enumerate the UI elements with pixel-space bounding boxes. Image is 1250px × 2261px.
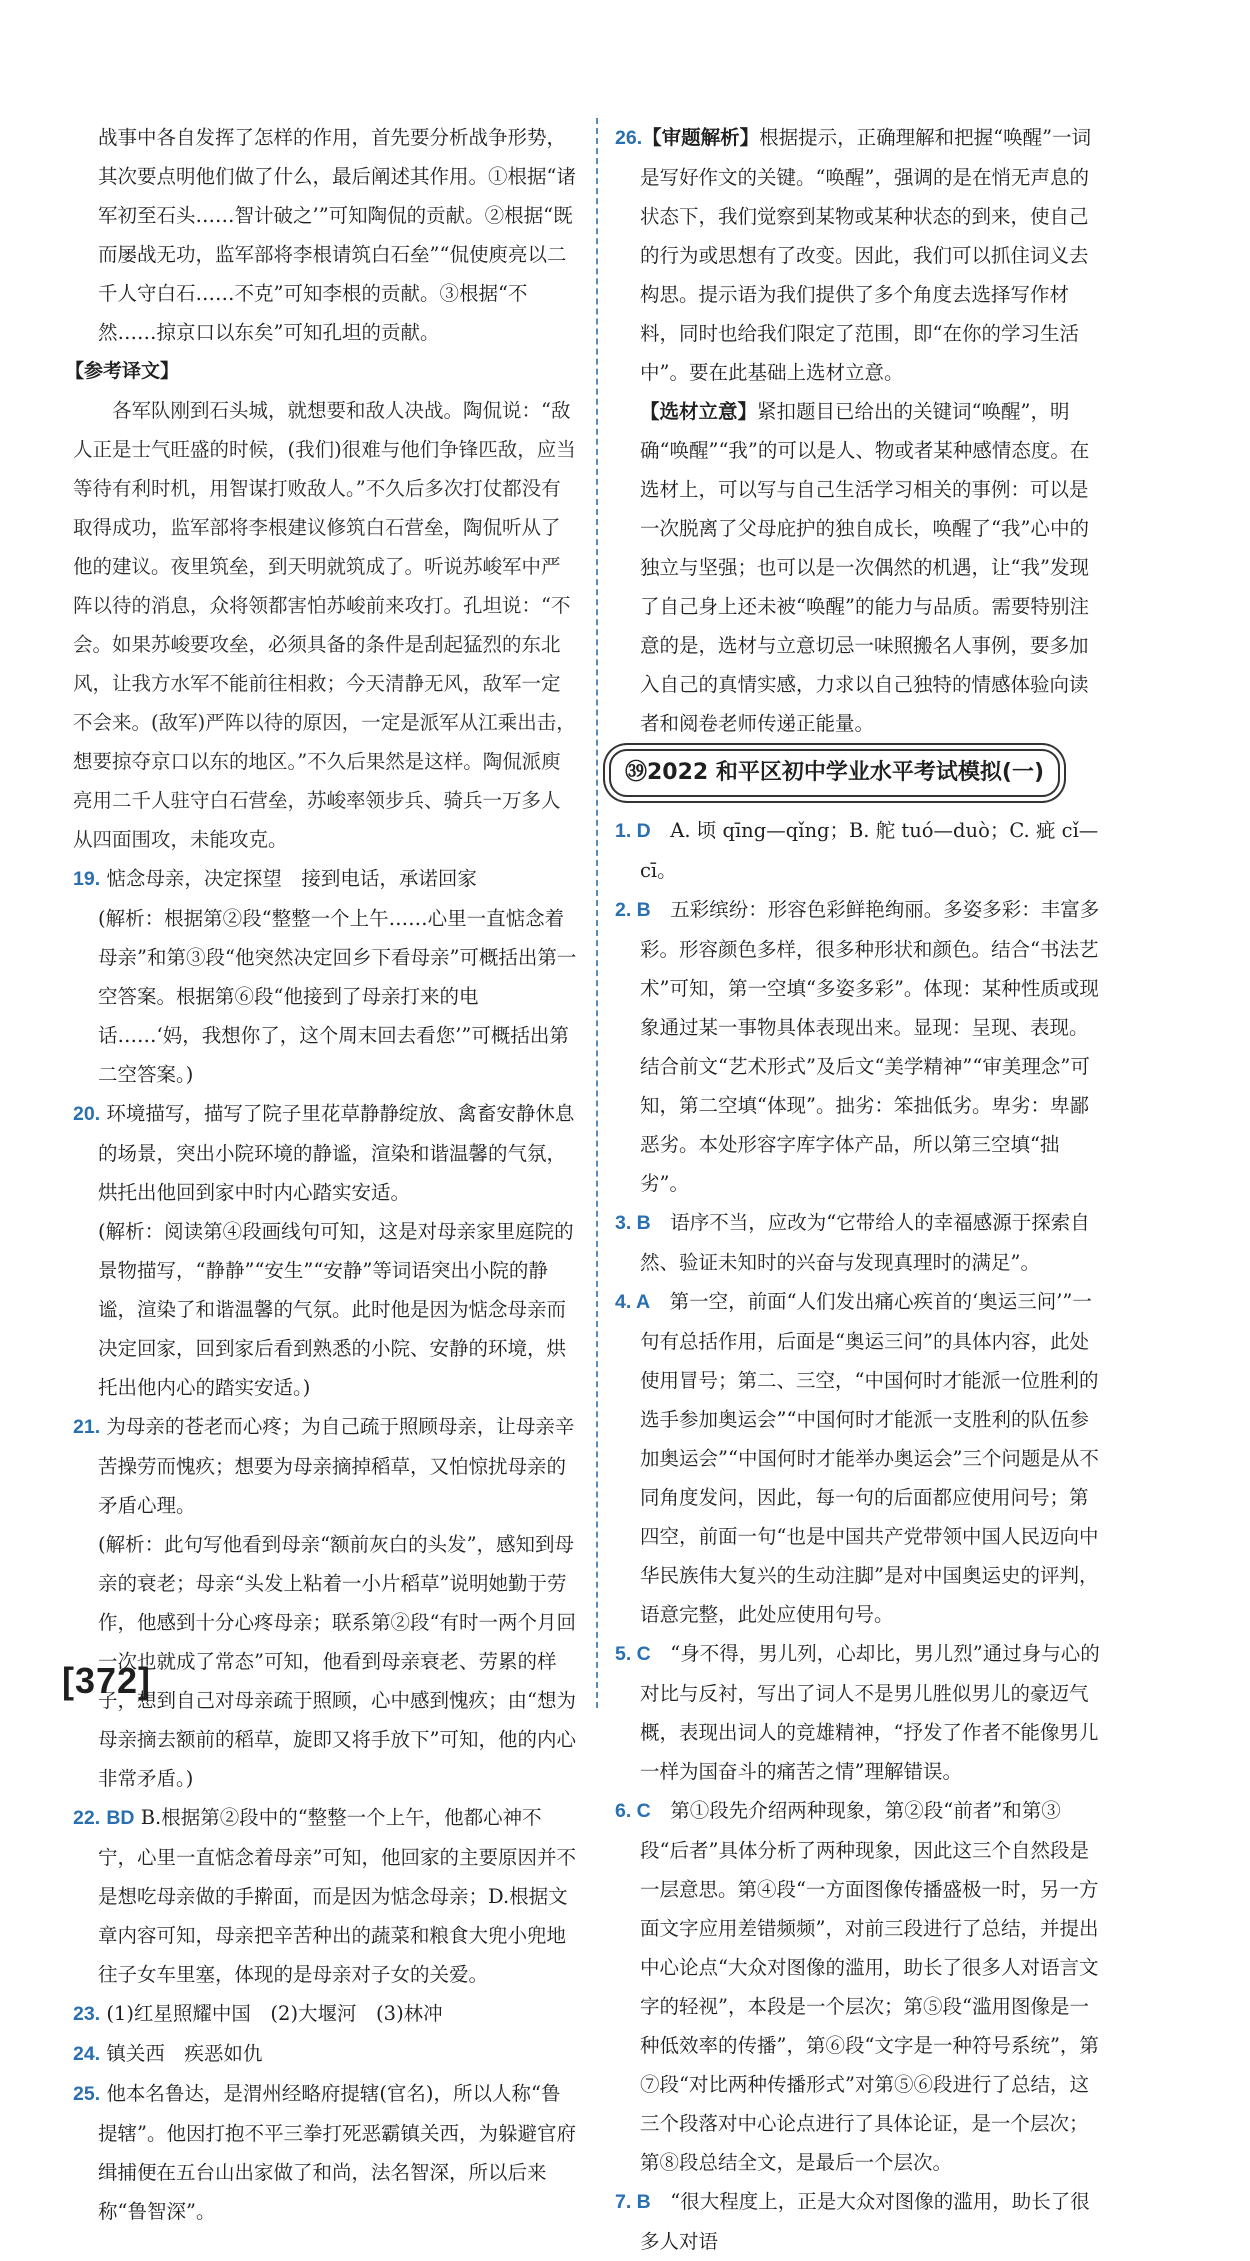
q26-topic-text: 紧扣题目已给出的关键词“唤醒”，明确“唤醒”“我”的可以是人、物或者某种感情态度。在选材上，可以写与自己生活学习相关的事例：可以是一次脱离了父母庇护的独自成长，唤醒了“我”心中的独立与坚强；也可以是一次偶然的机遇，让“我”发现了自己身上还未被“唤醒”的能力与品质。需要特别注意的是，选材与立意切忌一味照搬名人事例，要多加入自己的真情实感，力求以自己独特的情感体验向读者和阅卷老师传递正能量。 xyxy=(640,400,1090,735)
answer-5 xyxy=(615,1634,1105,1791)
a2-number: 2. B xyxy=(615,899,651,921)
answer-23 xyxy=(73,1994,578,2034)
q23-number: 23. xyxy=(73,2003,101,2025)
a7-number: 7. B xyxy=(615,2191,651,2213)
answer-19 xyxy=(73,859,578,899)
q26-tag-analysis: 【审题解析】 xyxy=(642,126,760,149)
a5-text: “身不得，男儿列，心却比，男儿烈”通过身与心的对比与反衬，写出了词人不是男儿胜似男儿的豪迈气概，表现出词人的竞雄精神，“抒发了作者不能像男儿一样为国奋斗的痛苦之情”理解错误。 xyxy=(640,1642,1100,1783)
translation-text: 各军队刚到石头城，就想要和敌人决战。陶侃说：“敌人正是士气旺盛的时候，(我们)很难与他们争锋匹敌，应当等待有利时机，用智谋打败敌人。”不久后多次打仗都没有取得成功，监军部将李根建议修筑白石营垒，陶侃听从了他的建议。夜里筑垒，到天明就筑成了。听说苏峻军中严阵以待的消息，众将领都害怕苏峻前来攻打。孔坦说：“不会。如果苏峻要攻垒，必须具备的条件是刮起猛烈的东北风，让我方水军不能前往相救；今天清静无风，敌军一定不会来。(敌军)严阵以待的原因，一定是派军从江乘出击，想要掠夺京口以东的地区。”不久后果然是这样。陶侃派庾亮用二千人驻守白石营垒，苏峻率领步兵、骑兵一万多人从四面围攻，未能攻克。 xyxy=(73,399,576,851)
answer-2 xyxy=(615,890,1105,1203)
a4-number: 4. A xyxy=(615,1291,651,1313)
q26-analysis: 根据提示，正确理解和把握“唤醒”一词是写好作文的关键。“唤醒”，强调的是在悄无声息的状态下，我们觉察到某物或某种状态的到来，使自己的行为或思想有了改变。因此，我们可以抓住词义去构思。提示语为我们提供了多个角度去选择写作材料，同时也给我们限定了范围，即“在你的学习生活中”。要在此基础上选材立意。 xyxy=(640,126,1092,384)
a2-text: 五彩缤纷：形容色彩鲜艳绚丽。多姿多彩：丰富多彩。形容颜色多样，很多种形状和颜色。结合“书法艺术”可知，第一空填“多姿多彩”。体现：某种性质或现象通过某一事物具体表现出来。显现：呈现、表现。结合前文“艺术形式”及后文“美学精神”“审美理念”可知，第二空填“体现”。拙劣：笨拙低劣。卑劣：卑鄙恶劣。本处形容字库字体产品，所以第三空填“拙劣”。 xyxy=(640,898,1100,1195)
q26-number: 26. xyxy=(615,127,643,149)
q22-number: 22. xyxy=(73,1807,101,1829)
q21-number: 21. xyxy=(73,1416,101,1438)
a3-number: 3. B xyxy=(615,1212,651,1234)
a1-text: A. 顷 qīng—qǐng；B. 舵 tuó—duò；C. 疵 cǐ—cī。 xyxy=(640,819,1099,882)
a5-number: 5. C xyxy=(615,1643,651,1665)
answer-20 xyxy=(73,1094,578,1212)
q20-explanation: (解析：阅读第④段画线句可知，这是对母亲家里庭院的景物描写，“静静”“安生”“安静”等词语突出小院的静谧，渲染了和谐温馨的气氛。此时他是因为惦念母亲而决定回家，回到家后看到熟悉的小院、安静的环境，烘托出他内心的踏实安适。) xyxy=(98,1220,574,1399)
q20-answer: 环境描写，描写了院子里花草静静绽放、禽畜安静休息的场景，突出小院环境的静谧，渲染和谐温馨的气氛，烘托出他回到家中时内心踏实安适。 xyxy=(98,1102,575,1204)
answer-6 xyxy=(615,1791,1105,2182)
translation-heading: 【参考译文】 xyxy=(65,360,180,382)
q19-explanation: (解析：根据第②段“整整一个上午……心里一直惦念着母亲”和第③段“他突然决定回乡下看母亲”可概括出第一空答案。根据第⑥段“他接到了母亲打来的电话……‘妈，我想你了，这个周末回去看您’”可概括出第二空答案。) xyxy=(98,907,577,1086)
q24-answer: 镇关西 疾恶如仇 xyxy=(106,2042,263,2065)
q23-answer: (1)红星照耀中国 (2)大堰河 (3)林冲 xyxy=(106,2002,443,2025)
answer-25 xyxy=(73,2074,578,2231)
a7-text: “很大程度上，正是大众对图像的滥用，助长了很多人对语 xyxy=(640,2190,1090,2253)
answer-24 xyxy=(73,2034,578,2074)
a1-number: 1. D xyxy=(615,820,651,842)
q24-number: 24. xyxy=(73,2043,101,2065)
q18-continuation: 战事中各自发挥了怎样的作用，首先要分析战争形势，其次要点明他们做了什么，最后阐述其作用。①根据“诸军初至石头……智计破之’”可知陶侃的贡献。②根据“既而屡战无功，监军部将李根请筑白石垒”“侃使庾亮以二千人守白石……不克”可知李根的贡献。③根据“不然……掠京口以东矣”可知孔坦的贡献。 xyxy=(98,126,576,344)
answer-1 xyxy=(615,811,1105,890)
q25-answer: 他本名鲁达，是渭州经略府提辖(官名)，所以人称“鲁提辖”。他因打抱不平三拳打死恶霸镇关西，为躲避官府缉捕便在五台山出家做了和尚，法名智深，所以后来称“鲁智深”。 xyxy=(98,2082,576,2223)
answer-26 xyxy=(615,118,1105,392)
q19-answer: 惦念母亲，决定探望 接到电话，承诺回家 xyxy=(106,867,477,890)
q25-number: 25. xyxy=(73,2083,101,2105)
q22-explanation: B.根据第②段中的“整整一个上午，他都心神不宁，心里一直惦念着母亲”可知，他回家的主要原因并不是想吃母亲做的手擀面，而是因为惦念母亲；D.根据文章内容可知，母亲把辛苦种出的蔬菜和粮食大兜小兜地往子女车里塞，体现的是母亲对子女的关爱。 xyxy=(98,1806,576,1986)
answer-3 xyxy=(615,1203,1105,1282)
a6-number: 6. C xyxy=(615,1800,651,1822)
a4-text: 第一空，前面“人们发出痛心疾首的‘奥运三问’”一句有总括作用，后面是“奥运三问”的具体内容，此处使用冒号；第二、三空，“中国何时才能派一位胜利的选手参加奥运会”“中国何时才能派一支胜利的队伍参加奥运会”“中国何时才能举办奥运会”三个问题是从不同角度发问，因此，每一句的后面都应使用问号；第四空，前面一句“也是中国共产党带领中国人民迈向中华民族伟大复兴的生动注脚”是对中国奥运史的评判，语意完整，此处应使用句号。 xyxy=(640,1290,1099,1626)
q26-topic xyxy=(615,392,1105,743)
a6-text: 第①段先介绍两种现象，第②段“前者”和第③段“后者”具体分析了两种现象，因此这三个自然段是一层意思。第④段“一方面图像传播盛极一时，另一方面文字应用差错频频”，对前三段进行了总结，并提出中心论点“大众对图像的滥用，助长了很多人对语言文字的轻视”，本段是一个层次；第⑤段“滥用图像是一种低效率的传播”，第⑥段“文字是一种符号系统”，第⑦段“对比两种传播形式”对第⑤⑥段进行了总结，这三个段落对中心论点进行了具体论证，是一个层次；第⑧段总结全文，是最后一个层次。 xyxy=(640,1799,1099,2174)
q20-number: 20. xyxy=(73,1103,101,1125)
q22-key: BD xyxy=(106,1807,135,1829)
q26-tag-topic: 【选材立意】 xyxy=(640,400,758,423)
q19-number: 19. xyxy=(73,868,101,890)
answer-21 xyxy=(73,1407,578,1525)
section-banner: ㊴2022 和平区初中学业水平考试模拟(一) xyxy=(609,749,1060,797)
answer-22 xyxy=(73,1798,578,1994)
page-number: [372] xyxy=(62,1660,152,1701)
q21-answer: 为母亲的苍老而心疼；为自己疏于照顾母亲，让母亲辛苦操劳而愧疚；想要为母亲摘掉稻草，又怕惊扰母亲的矛盾心理。 xyxy=(98,1415,575,1517)
left-column xyxy=(65,118,578,2231)
q21-explanation: (解析：此句写他看到母亲“额前灰白的头发”，感知到母亲的衰老；母亲“头发上粘着一小片稻草”说明她勤于劳作，他感到十分心疼母亲；联系第②段“有时一两个月回一次也就成了常态”可知，他看到母亲衰老、劳累的样子，想到自己对母亲疏于照顾，心中感到愧疚；由“想为母亲摘去额前的稻草，旋即又将手放下”可知，他的内心非常矛盾。) xyxy=(98,1533,576,1790)
column-divider xyxy=(596,118,598,1708)
answer-4 xyxy=(615,1282,1105,1634)
answer-7 xyxy=(615,2182,1105,2261)
a3-text: 语序不当，应改为“它带给人的幸福感源于探索自然、验证未知时的兴奋与发现真理时的满足”。 xyxy=(640,1211,1090,1274)
right-column xyxy=(615,118,1105,2261)
